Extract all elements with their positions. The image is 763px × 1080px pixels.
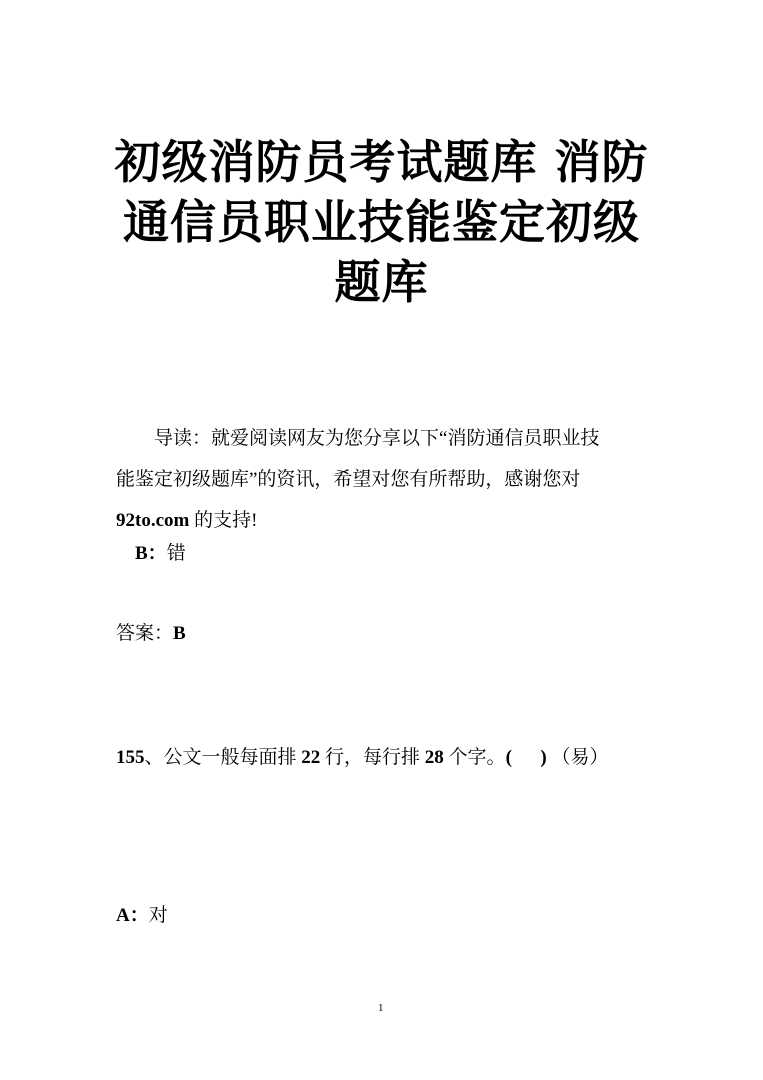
document-title: 初级消防员考试题库 消防通信员职业技能鉴定初级题库 [114, 135, 649, 309]
question-text-a: 公文一般每面排 [163, 747, 302, 768]
option-a [116, 900, 168, 927]
option-b-value: 错 [166, 543, 186, 564]
option-a-key: A： [116, 905, 149, 926]
question-155 [116, 742, 608, 769]
intro-label: 导读： [154, 428, 212, 449]
intro-text-1: 就爱阅读网友为您分享以下“消防通信员职业技 [211, 428, 600, 449]
question-text-b: 行，每行排 [320, 747, 425, 768]
option-b-key: B： [135, 543, 167, 564]
question-difficulty: （易） [546, 747, 609, 768]
answer-value: B [173, 623, 186, 644]
intro-text-3: 的支持! [189, 510, 258, 531]
question-text-c: 个字。 [443, 747, 506, 768]
intro-paragraph [116, 418, 656, 541]
question-sep: 、 [144, 747, 164, 768]
option-b [135, 538, 186, 565]
option-a-value: 对 [148, 905, 168, 926]
question-number: 155 [116, 747, 145, 768]
question-num-a: 22 [301, 747, 321, 768]
question-num-b: 28 [424, 747, 444, 768]
page-number: 1 [378, 1002, 384, 1014]
question-blank: ( ) [505, 747, 547, 768]
answer-label: 答案： [116, 623, 174, 644]
site-name: 92to.com [116, 510, 190, 531]
answer-line [116, 618, 186, 645]
intro-text-2: 能鉴定初级题库”的资讯，希望对您有所帮助，感谢您对 [116, 469, 581, 490]
